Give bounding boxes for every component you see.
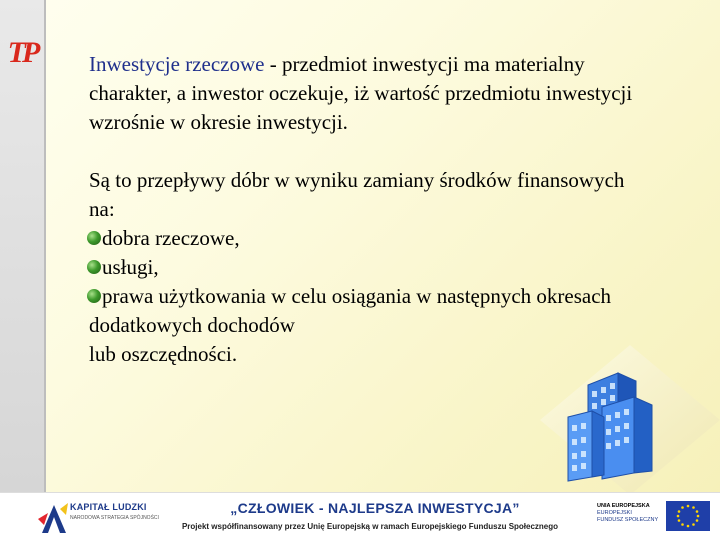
bullet-item-1 bbox=[89, 224, 649, 253]
eu-label-title: UNIA EUROPEJSKA bbox=[597, 503, 650, 509]
footer-slogan: „CZŁOWIEK - NAJLEPSZA INWESTYCJA” bbox=[230, 500, 520, 516]
heading-term: Inwestycje rzeczowe bbox=[89, 52, 265, 76]
closing-line: lub oszczędności. bbox=[89, 342, 238, 366]
left-bar bbox=[0, 0, 46, 492]
bullet-icon bbox=[87, 231, 101, 245]
building-icon bbox=[540, 345, 720, 495]
bullet-icon bbox=[87, 289, 101, 303]
paragraph-2: Są to przepływy dóbr w wyniku zamiany środków finansowych na: bbox=[89, 168, 625, 221]
bullet-text-2: usługi, bbox=[102, 255, 159, 279]
slide-content bbox=[89, 50, 649, 369]
bullet-item-3 bbox=[89, 282, 649, 340]
tp-logo: TP bbox=[7, 36, 37, 69]
kapital-ludzki-title: KAPITAŁ LUDZKI bbox=[70, 502, 147, 512]
heading-rest: - przedmiot inwestycji ma materialny charakter, a inwestor oczekuje, iż wartość przedmiotu inwestycji wzrośnie w okresie inwestycji. bbox=[89, 52, 633, 134]
eu-label-line3: FUNDUSZ SPOŁECZNY bbox=[597, 517, 659, 523]
bullet-text-3: prawa użytkowania w celu osiągania w następnych okresach dodatkowych dochodów bbox=[89, 284, 612, 337]
eu-flag-icon bbox=[666, 501, 710, 531]
footer-project-line: Projekt współfinansowany przez Unię Europejską w ramach Europejskiego Funduszu Społecznego bbox=[181, 522, 559, 531]
footer bbox=[0, 492, 720, 541]
bullet-text-1: dobra rzeczowe, bbox=[102, 226, 240, 250]
bullet-item-2 bbox=[89, 253, 649, 282]
bullet-icon bbox=[87, 260, 101, 274]
eu-label-line2: EUROPEJSKI bbox=[597, 510, 632, 516]
paragraph-1 bbox=[89, 50, 649, 137]
eu-label bbox=[597, 503, 665, 524]
kapital-ludzki-subtitle: NARODOWA STRATEGIA SPÓJNOŚCI bbox=[70, 515, 159, 521]
